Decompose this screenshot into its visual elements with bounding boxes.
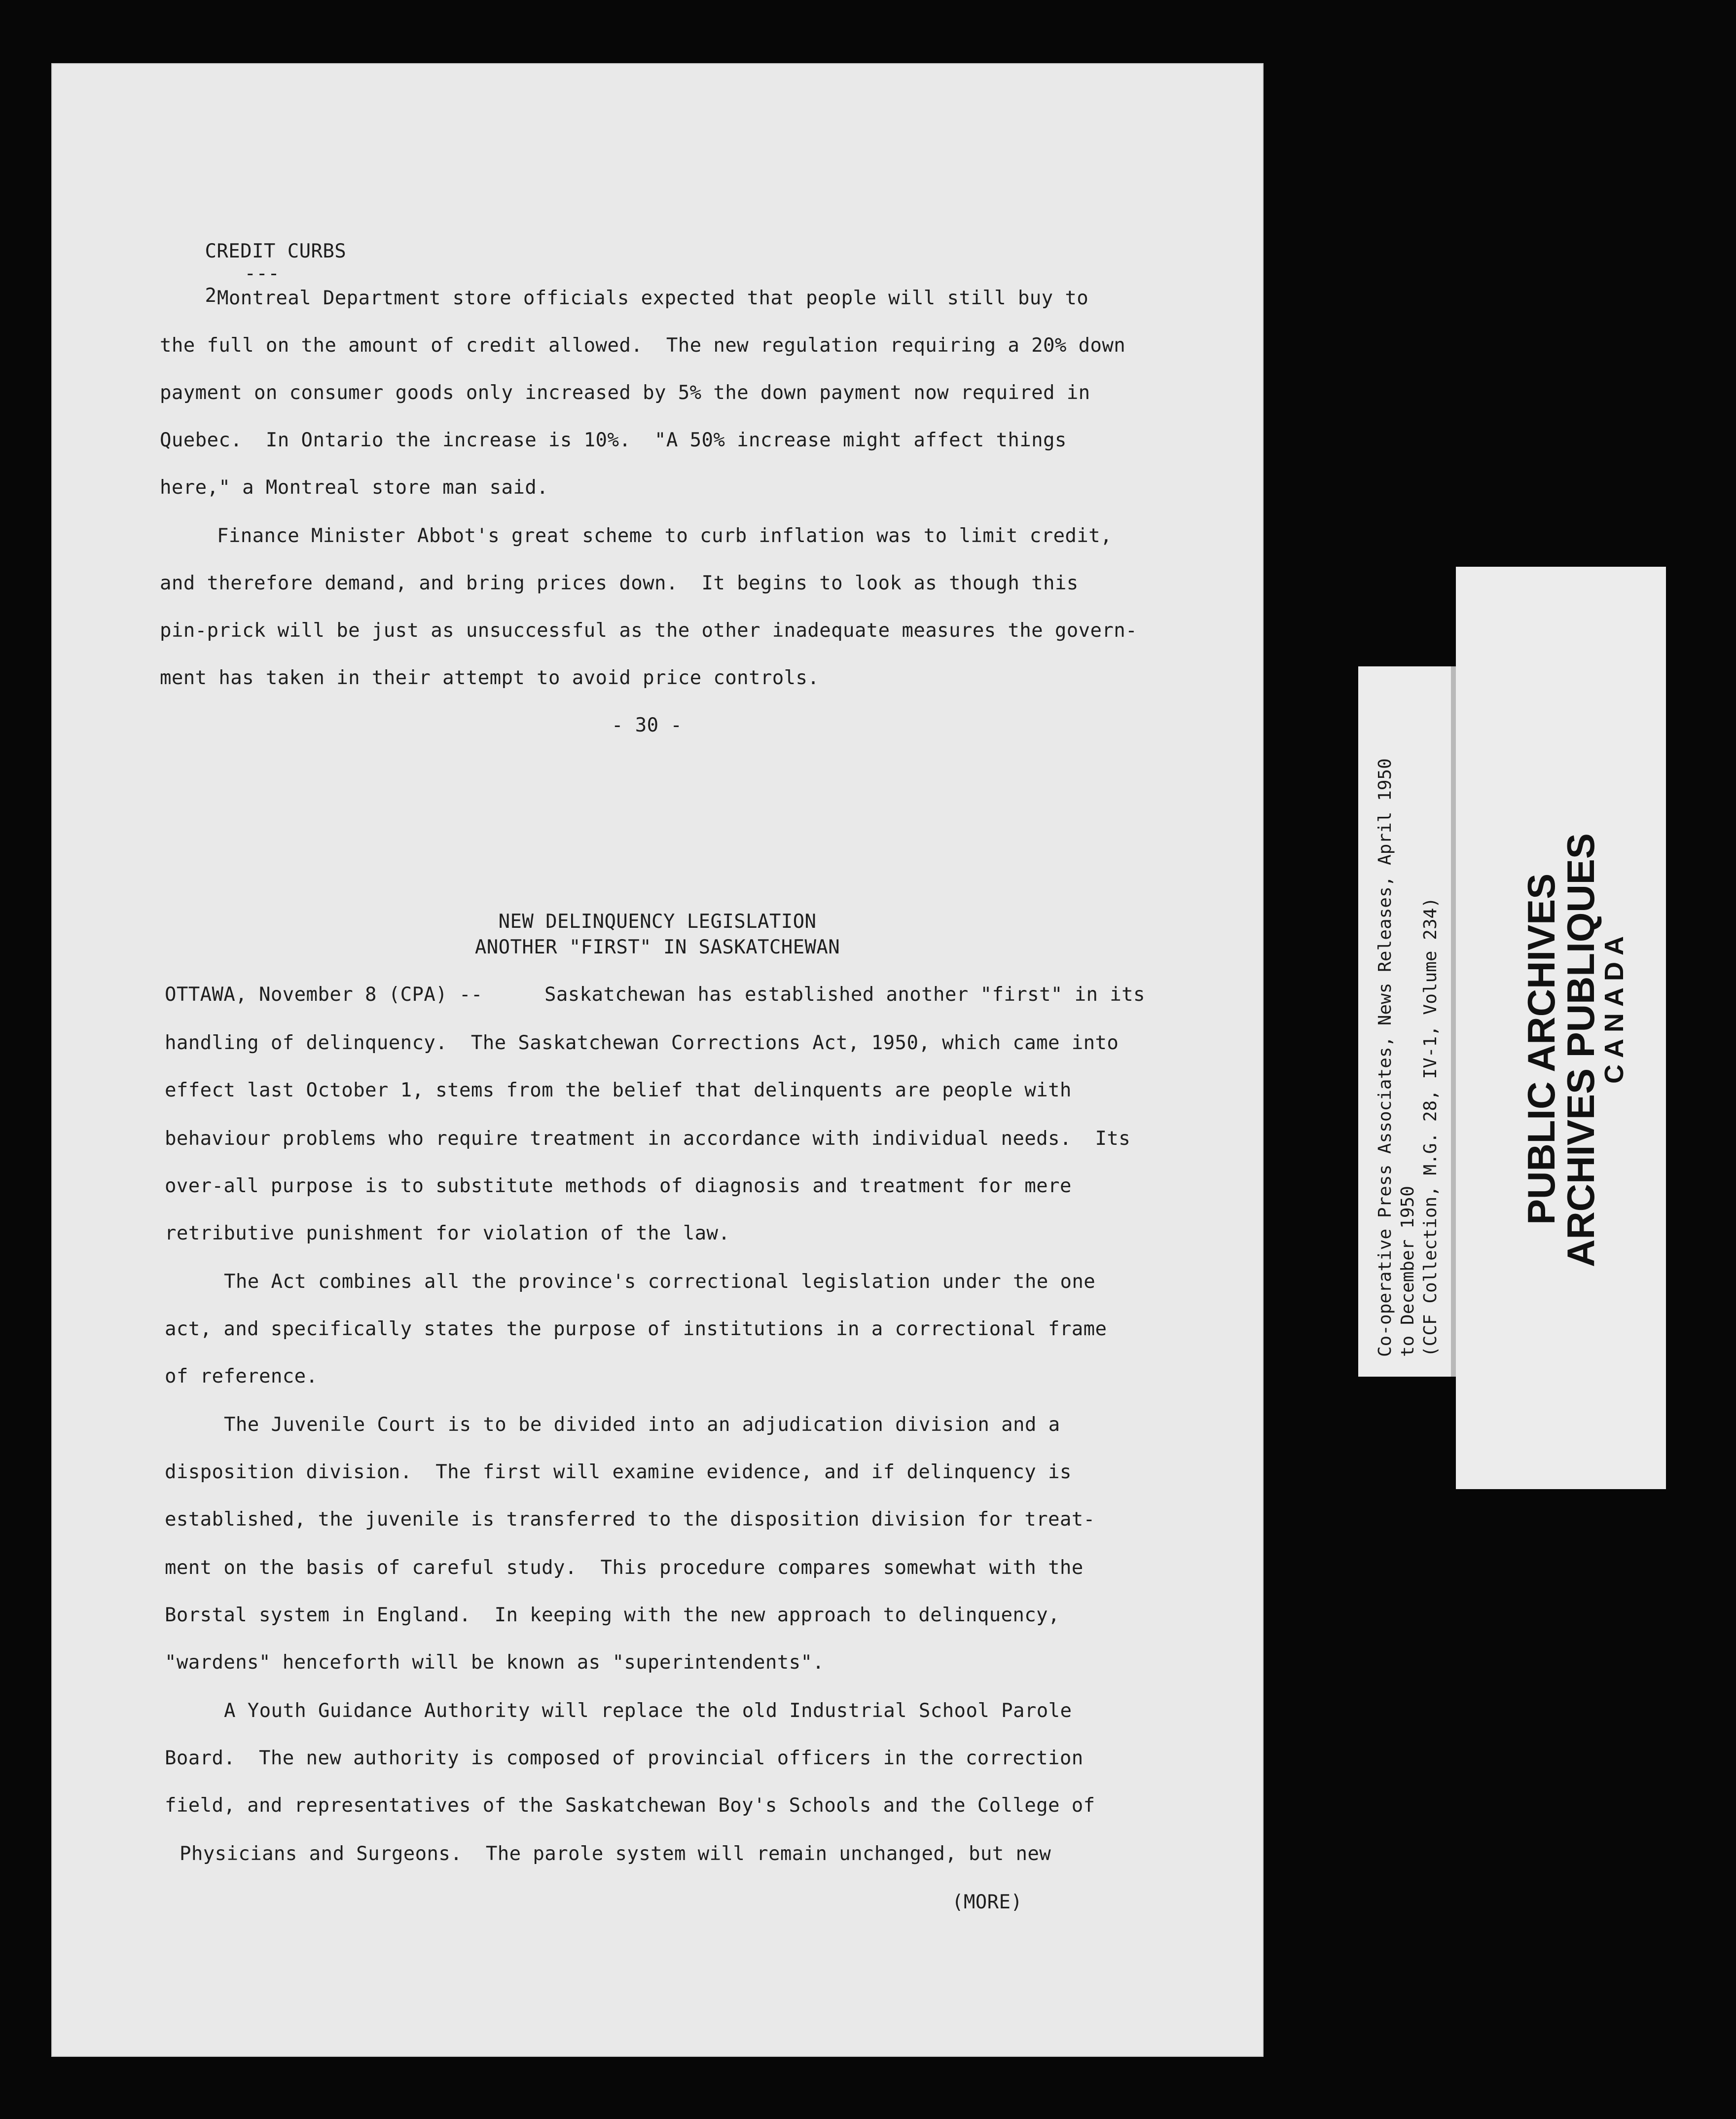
citation-line: to December 1950 — [1398, 1186, 1418, 1357]
header-separator: --- — [244, 262, 280, 285]
article1-line: Montreal Department store officials expected that people will still buy to — [217, 287, 1089, 309]
article1-line: payment on consumer goods only increased by 5% the down payment now required in — [160, 382, 1090, 404]
article2-line: effect last October 1, stems from the belief that delinquents are people with — [165, 1079, 1072, 1101]
article2-line: Physicians and Surgeons. The parole system will remain unchanged, but new — [180, 1843, 1051, 1865]
article1-line: Finance Minister Abbot's great scheme to curb inflation was to limit credit, — [217, 525, 1112, 547]
dateline: OTTAWA, November 8 (CPA) -- — [165, 984, 483, 1006]
article2-line: act, and specifically states the purpose of institutions in a correctional frame — [165, 1318, 1107, 1340]
stamp-line-archives-publiques: ARCHIVES PUBLIQUES — [1559, 833, 1602, 1267]
article2-line: behaviour problems who require treatment in accordance with individual needs. Its — [165, 1128, 1131, 1150]
more-marker: (MORE) — [952, 1891, 1023, 1913]
article1-line: ment has taken in their attempt to avoid price controls. — [160, 667, 820, 689]
article1-line: Quebec. In Ontario the increase is 10%. "A 50% increase might affect things — [160, 429, 1067, 451]
article1-line: and therefore demand, and bring prices down. It begins to look as though this — [160, 572, 1079, 594]
article2-line: Saskatchewan has established another "first" in its — [544, 984, 1145, 1006]
headline-line: ANOTHER "FIRST" IN SASKATCHEWAN — [474, 936, 840, 958]
document-page — [51, 63, 1264, 2057]
citation-card — [1358, 666, 1457, 1377]
header-page-number: 2 — [205, 285, 217, 307]
article2-line: Borstal system in England. In keeping with the new approach to delinquency, — [165, 1604, 1060, 1626]
article1-line: pin-prick will be just as unsuccessful as the other inadequate measures the govern- — [160, 620, 1138, 642]
end-marker: - 30 - — [612, 714, 683, 736]
page-header — [158, 218, 346, 329]
article2-line: ment on the basis of careful study. This procedure compares somewhat with the — [165, 1557, 1084, 1579]
article2-line: The Act combines all the province's correctional legislation under the one — [224, 1271, 1096, 1293]
article2-line: handling of delinquency. The Saskatchewan Corrections Act, 1950, which came into — [165, 1032, 1119, 1054]
citation-line: Co-operative Press Associates, News Releases, April 1950 — [1375, 758, 1395, 1357]
article2-line: "wardens" henceforth will be known as "superintendents". — [165, 1651, 825, 1674]
headline-line: NEW DELINQUENCY LEGISLATION — [498, 911, 817, 933]
article2-line: The Juvenile Court is to be divided into an adjudication division and a — [224, 1414, 1060, 1436]
article2-line: retributive punishment for violation of the law. — [165, 1222, 730, 1244]
citation-line: (CCF Collection, M.G. 28, IV-1, Volume 234) — [1420, 897, 1441, 1357]
header-title: CREDIT CURBS — [205, 240, 347, 262]
stamp-line-public-archives: PUBLIC ARCHIVES — [1519, 873, 1563, 1225]
stamp-line-canada: C A N A D A — [1599, 936, 1629, 1084]
article2-line: field, and representatives of the Saskatchewan Boy's Schools and the College of — [165, 1794, 1095, 1817]
article2-line: Board. The new authority is composed of provincial officers in the correction — [165, 1747, 1084, 1769]
article2-line: over-all purpose is to substitute methods of diagnosis and treatment for mere — [165, 1175, 1072, 1197]
archives-stamp-card — [1456, 567, 1666, 1489]
article1-line: the full on the amount of credit allowed. The new regulation requiring a 20% down — [160, 334, 1126, 357]
article2-line: established, the juvenile is transferred to the disposition division for treat- — [165, 1508, 1095, 1531]
article2-line: disposition division. The first will examine evidence, and if delinquency is — [165, 1461, 1072, 1483]
article2-line: A Youth Guidance Authority will replace the old Industrial School Parole — [224, 1700, 1072, 1722]
article1-line: here," a Montreal store man said. — [160, 476, 549, 499]
article2-line: of reference. — [165, 1365, 318, 1388]
